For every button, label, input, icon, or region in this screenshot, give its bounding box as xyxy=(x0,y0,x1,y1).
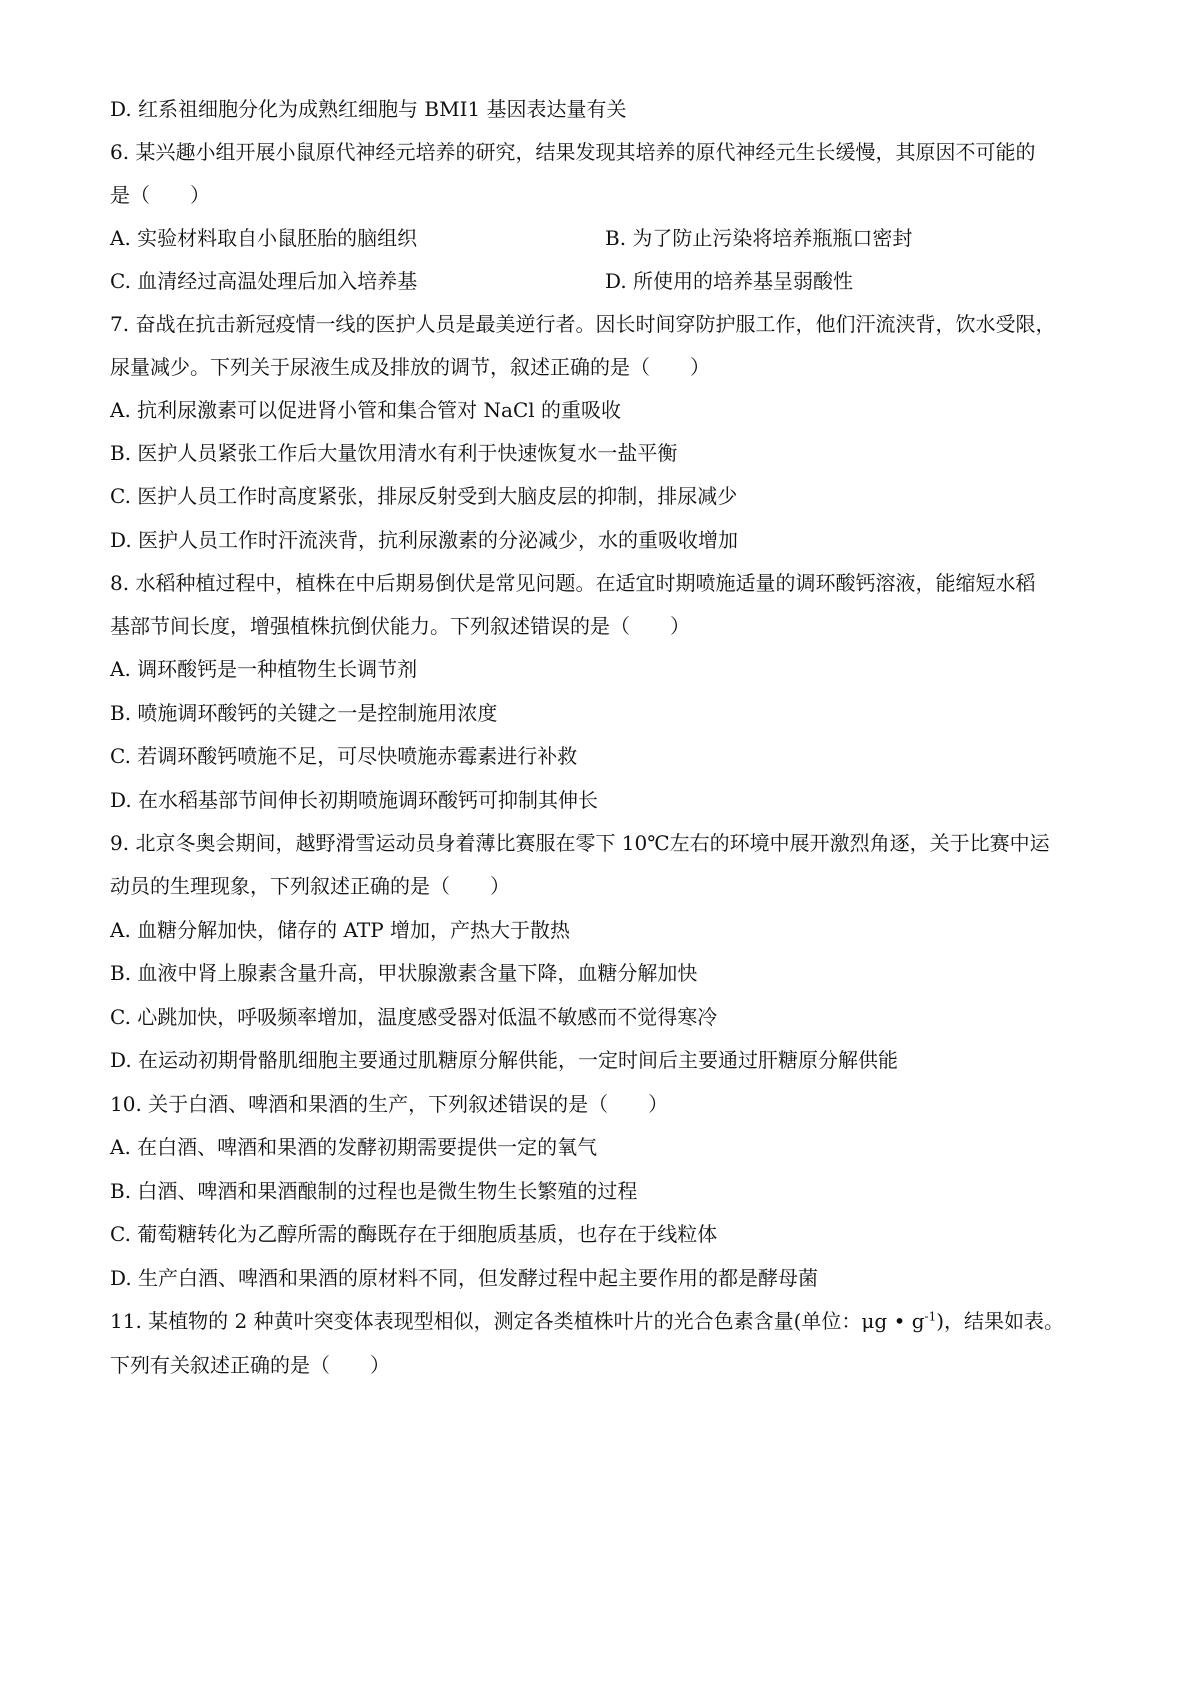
q5-option-d: D. 红系祖细胞分化为成熟红细胞与 BMI1 基因表达量有关 xyxy=(110,97,627,121)
q11-stem-line-1 xyxy=(110,1307,1064,1335)
q8-stem-line-2: 基部节间长度，增强植株抗倒伏能力。下列叙述错误的是（ ） xyxy=(110,614,690,638)
q9-stem-line-2: 动员的生理现象，下列叙述正确的是（ ） xyxy=(110,874,510,898)
q9-option-a: A. 血糖分解加快，储存的 ATP 增加，产热大于散热 xyxy=(110,918,571,942)
q7-option-b: B. 医护人员紧张工作后大量饮用清水有利于快速恢复水一盐平衡 xyxy=(110,441,678,465)
q9-option-d: D. 在运动初期骨骼肌细胞主要通过肌糖原分解供能，一定时间后主要通过肝糖原分解供能 xyxy=(110,1048,899,1072)
q8-option-b: B. 喷施调环酸钙的关键之一是控制施用浓度 xyxy=(110,701,498,725)
q8-option-d: D. 在水稻基部节间伸长初期喷施调环酸钙可抑制其伸长 xyxy=(110,788,599,812)
q8-option-a: A. 调环酸钙是一种植物生长调节剂 xyxy=(110,657,418,681)
q6-stem-line-2: 是（ ） xyxy=(110,183,210,207)
q7-option-a: A. 抗利尿激素可以促进肾小管和集合管对 NaCl 的重吸收 xyxy=(110,398,621,422)
q9-option-c: C. 心跳加快，呼吸频率增加，温度感受器对低温不敏感而不觉得寒冷 xyxy=(110,1005,718,1029)
q7-stem-line-1: 7. 奋战在抗击新冠疫情一线的医护人员是最美逆行者。因长时间穿防护服工作，他们汗流浃背，饮水受限， xyxy=(110,312,1056,336)
q10-option-b: B. 白酒、啤酒和果酒酿制的过程也是微生物生长繁殖的过程 xyxy=(110,1179,638,1203)
q9-stem-line-1: 9. 北京冬奥会期间，越野滑雪运动员身着薄比赛服在零下 10℃左右的环境中展开激烈角逐，关于比赛中运 xyxy=(110,831,1050,855)
q10-option-d: D. 生产白酒、啤酒和果酒的原材料不同，但发酵过程中起主要作用的都是酵母菌 xyxy=(110,1266,819,1290)
q7-stem-line-2: 尿量减少。下列关于尿液生成及排放的调节，叙述正确的是（ ） xyxy=(110,355,710,379)
q10-option-c: C. 葡萄糖转化为乙醇所需的酶既存在于细胞质基质，也存在于线粒体 xyxy=(110,1222,718,1246)
q11-stem-line-2: 下列有关叙述正确的是（ ） xyxy=(110,1353,390,1377)
q8-stem-line-1: 8. 水稻种植过程中，植株在中后期易倒伏是常见问题。在适宜时期喷施适量的调环酸钙溶液，能缩短水稻 xyxy=(110,571,1036,595)
q6-stem-line-1: 6. 某兴趣小组开展小鼠原代神经元培养的研究，结果发现其培养的原代神经元生长缓慢，其原因不可能的 xyxy=(110,140,1036,164)
q7-option-d: D. 医护人员工作时汗流浃背，抗利尿激素的分泌减少，水的重吸收增加 xyxy=(110,528,739,552)
q11-stem-text-b: )，结果如表。 xyxy=(936,1309,1065,1333)
q8-option-c: C. 若调环酸钙喷施不足，可尽快喷施赤霉素进行补救 xyxy=(110,744,578,768)
q6-option-a: A. 实验材料取自小鼠胚胎的脑组织 xyxy=(110,226,418,250)
q10-option-a: A. 在白酒、啤酒和果酒的发酵初期需要提供一定的氧气 xyxy=(110,1135,598,1159)
q6-option-b: B. 为了防止污染将培养瓶瓶口密封 xyxy=(605,226,913,250)
q6-option-c: C. 血清经过高温处理后加入培养基 xyxy=(110,269,418,293)
q10-stem: 10. 关于白酒、啤酒和果酒的生产，下列叙述错误的是（ ） xyxy=(110,1092,669,1116)
q6-option-d: D. 所使用的培养基呈弱酸性 xyxy=(605,269,854,293)
q7-option-c: C. 医护人员工作时高度紧张，排尿反射受到大脑皮层的抑制，排尿减少 xyxy=(110,484,738,508)
q11-unit-superscript: -1 xyxy=(924,1309,937,1324)
q9-option-b: B. 血液中肾上腺素含量升高，甲状腺激素含量下降，血糖分解加快 xyxy=(110,961,698,985)
q11-stem-text-a: 11. 某植物的 2 种黄叶突变体表现型相似，测定各类植株叶片的光合色素含量(单位：μg • g xyxy=(110,1309,925,1333)
